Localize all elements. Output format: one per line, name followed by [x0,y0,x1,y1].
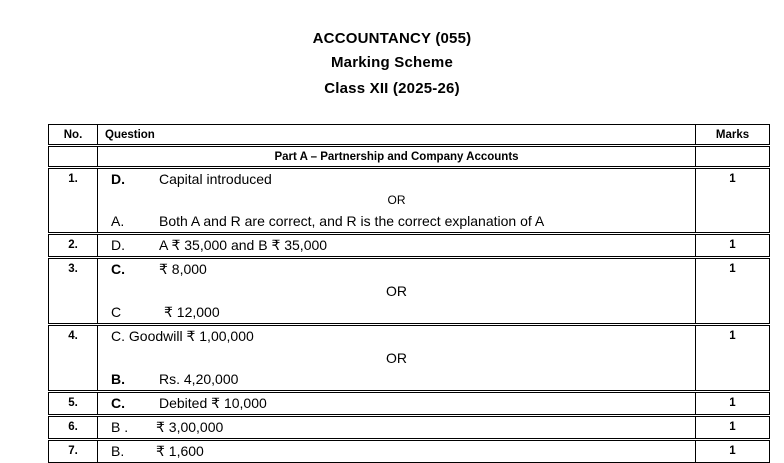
question-number: 6. [49,416,98,440]
table-row [49,416,770,440]
marking-scheme-table [48,124,770,463]
answer-option: C. [111,395,125,411]
table-row [49,168,770,234]
answer-option: A. [111,213,125,229]
document-subtitle: Marking Scheme [330,54,453,71]
marks-value: 1 [696,168,770,234]
marks-value: 1 [696,258,770,325]
answer-cell [98,168,696,234]
answer-text: ₹ 12,000 [164,304,220,320]
section-row [49,146,770,168]
question-number: 2. [49,234,98,258]
column-header-marks: Marks [696,125,770,146]
answer-line [98,169,695,190]
answer-text: Rs. 4,20,000 [159,371,239,387]
table-row [49,440,770,463]
answer-cell [98,416,696,440]
answer-text: Debited ₹ 10,000 [159,395,267,411]
answer-cell [98,325,696,392]
answer-text: C. Goodwill ₹ 1,00,000 [111,328,254,344]
answer-cell [98,440,696,463]
table-row [49,234,770,258]
marks-value: 1 [696,234,770,258]
question-number: 3. [49,258,98,325]
marks-value: 1 [696,440,770,463]
or-separator: OR [386,283,407,299]
answer-line [98,326,695,347]
answer-line [98,417,695,438]
column-header-no: No. [49,125,98,146]
table-row [49,325,770,392]
class-line: Class XII (2025-26) [324,80,460,97]
answer-cell [98,392,696,416]
question-number: 7. [49,440,98,463]
question-number: 1. [49,168,98,234]
document-title: ACCOUNTANCY (055) [312,30,472,47]
answer-option: B . [111,419,129,435]
column-header-question: Question [98,125,696,146]
table-row [49,258,770,325]
table-row [49,392,770,416]
table-header-row [49,125,770,146]
answer-option: D. [111,171,125,187]
or-separator: OR [387,193,406,207]
marks-value: 1 [696,416,770,440]
answer-option: C [111,304,122,320]
answer-cell [98,234,696,258]
section-heading: Part A – Partnership and Company Accounts [98,146,696,168]
marks-value: 1 [696,325,770,392]
answer-line [98,211,695,232]
answer-text: ₹ 8,000 [159,261,207,277]
answer-line [98,302,695,323]
question-number: 4. [49,325,98,392]
answer-line [98,235,695,256]
or-separator: OR [386,350,407,366]
answer-line [98,369,695,390]
marks-value: 1 [696,392,770,416]
answer-text: Both A and R are correct, and R is the correct explanation of A [159,213,545,229]
answer-option: B. [111,371,125,387]
answer-option: D. [111,237,125,253]
answer-option: C. [111,261,125,277]
answer-text: ₹ 1,600 [156,443,204,459]
answer-cell [98,258,696,325]
answer-text: ₹ 3,00,000 [156,419,224,435]
answer-text: Capital introduced [159,171,272,187]
answer-line [98,393,695,414]
answer-option: B. [111,443,125,459]
answer-line [98,259,695,280]
answer-line [98,441,695,462]
answer-text: A ₹ 35,000 and B ₹ 35,000 [159,237,328,253]
question-number: 5. [49,392,98,416]
